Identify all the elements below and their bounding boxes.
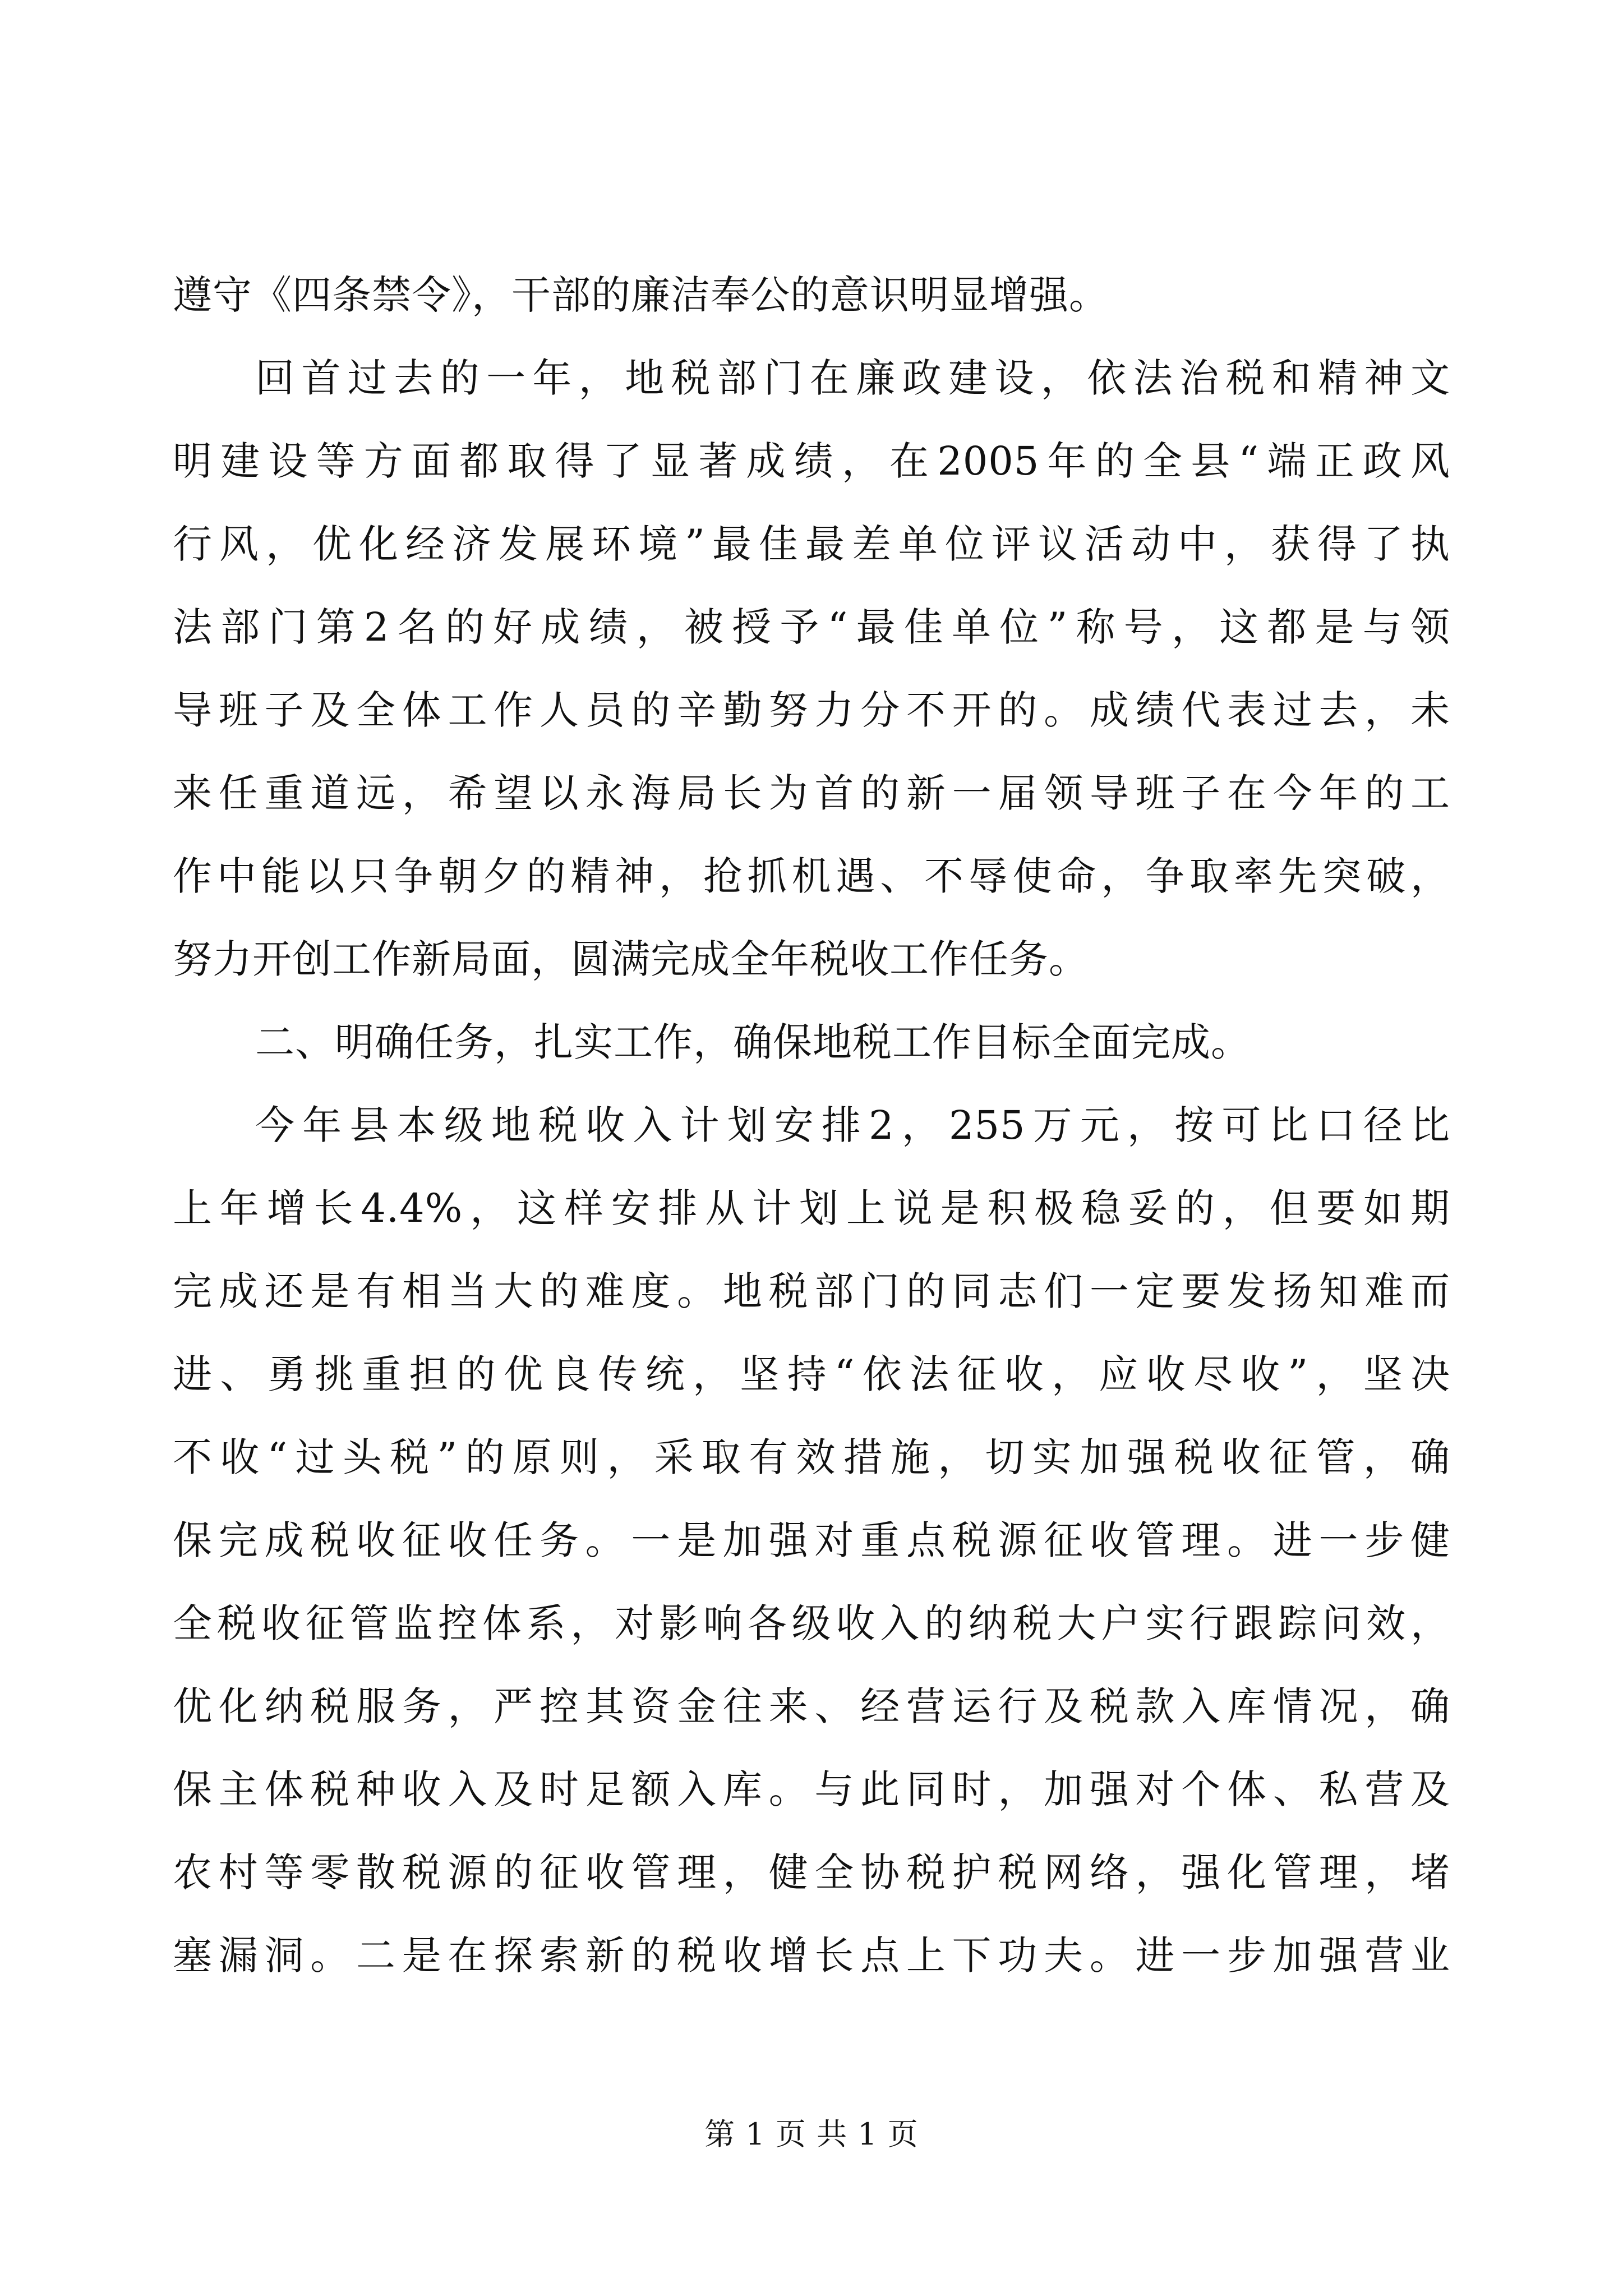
text-line: 全税收征管监控体系，对影响各级收入的纳税大户实行跟踪问效， xyxy=(173,1600,1450,1646)
text-line: 法部门第2名的好成绩，被授予“最佳单位”称号，这都是与领 xyxy=(173,604,1450,650)
text-line: 上年增长4.4%，这样安排从计划上说是积极稳妥的，但要如期 xyxy=(173,1185,1450,1231)
page-number-footer: 第 1 页 共 1 页 xyxy=(704,2116,919,2152)
text-line: 导班子及全体工作人员的辛勤努力分不开的。成绩代表过去，未 xyxy=(173,687,1450,733)
text-line: 保完成税收征收任务。一是加强对重点税源征收管理。进一步健 xyxy=(173,1517,1450,1563)
text-line: 遵守《四条禁令》，干部的廉洁奉公的意识明显增强。 xyxy=(173,272,1109,318)
text-line: 今年县本级地税收入计划安排2，255万元，按可比口径比 xyxy=(255,1102,1450,1148)
text-line: 回首过去的一年，地税部门在廉政建设，依法治税和精神文 xyxy=(255,355,1450,401)
text-line: 来任重道远，希望以永海局长为首的新一届领导班子在今年的工 xyxy=(173,770,1450,816)
text-line: 明建设等方面都取得了显著成绩，在2005年的全县“端正政风 xyxy=(173,438,1450,484)
text-line: 进、勇挑重担的优良传统，坚持“依法征收，应收尽收”，坚决 xyxy=(173,1351,1450,1397)
text-line: 不收“过头税”的原则，采取有效措施，切实加强税收征管，确 xyxy=(173,1434,1450,1480)
text-line: 优化纳税服务，严控其资金往来、经营运行及税款入库情况，确 xyxy=(173,1683,1450,1729)
text-line: 努力开创工作新局面，圆满完成全年税收工作任务。 xyxy=(173,936,1089,982)
text-line: 行风，优化经济发展环境”最佳最差单位评议活动中，获得了执 xyxy=(173,521,1450,567)
text-line: 塞漏洞。二是在探索新的税收增长点上下功夫。进一步加强营业 xyxy=(173,1932,1450,1978)
text-line: 二、明确任务，扎实工作，确保地税工作目标全面完成。 xyxy=(255,1019,1251,1065)
text-line: 农村等零散税源的征收管理，健全协税护税网络，强化管理，堵 xyxy=(173,1849,1450,1895)
text-line: 保主体税种收入及时足额入库。与此同时，加强对个体、私营及 xyxy=(173,1766,1450,1812)
text-line: 完成还是有相当大的难度。地税部门的同志们一定要发扬知难而 xyxy=(173,1268,1450,1314)
text-line: 作中能以只争朝夕的精神，抢抓机遇、不辱使命，争取率先突破， xyxy=(173,853,1450,899)
document-body xyxy=(173,254,1450,1997)
